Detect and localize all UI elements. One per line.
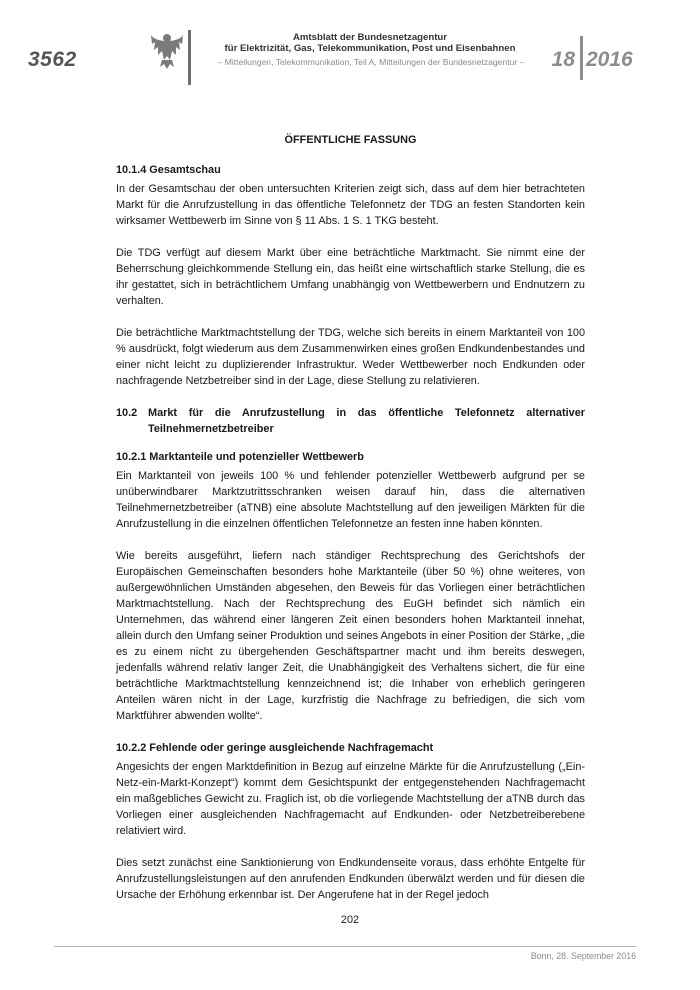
document-heading: ÖFFENTLICHE FASSUNG bbox=[284, 134, 417, 146]
footer-place-date: Bonn, 28. September 2016 bbox=[530, 951, 636, 961]
section-10-2-title bbox=[116, 405, 585, 437]
section-10-2-1-title: 10.2.1 Marktanteile und potenzieller Wettbewerb bbox=[116, 451, 364, 463]
section-10-1-4-paragraph-3: Die beträchtliche Marktmachtstellung der TDG, welche sich bereits in einem Marktanteil von 100 % ausdrückt, folgt wiederum aus dem Zusammenwirken eines großen Endkundenbestandes und einer nicht leicht zu duplizierender Infrastruktur. Weder Wettbewerber noch Endkunden oder nachfragende Netzbetreiber sind in der Lage, diese Stellung zu relativieren. bbox=[116, 327, 585, 387]
section-10-2-2-paragraph-2: Dies setzt zunächst eine Sanktionierung von Endkundenseite voraus, dass erhöhte Entgelte für Anrufzustellungsleistungen auf den anrufenden Endkunden überwälzt werden und für diesen die Ursache der Erhöhung erkennbar ist. Der Angerufene hat in der Regel jedoch bbox=[116, 857, 585, 901]
header-subtitle: – Mitteilungen, Telekommunikation, Teil A, Mitteilungen der Bundesnetzagentur – bbox=[217, 57, 525, 67]
section-10-1-4-title: 10.1.4 Gesamtschau bbox=[116, 164, 221, 176]
footer-rule bbox=[54, 946, 636, 947]
section-10-2-2-paragraph-1: Angesichts der engen Marktdefinition in Bezug auf einzelne Märkte für die Anrufzustellung („Ein-Netz-ein-Markt-Konzept“) kommt dem Gesichtspunkt der entgegenstehenden Nachfragemacht ein maßgebliches Gewicht zu. Fraglich ist, ob die vorliegende Machtstellung der aTNB durch das Vorliegen einer ausgleichenden Nachfragemacht auf Endkunden- oder Netzbetreiberebene relativiert wird. bbox=[116, 761, 585, 837]
document-body bbox=[116, 132, 585, 919]
section-10-1-4-paragraph-1: In der Gesamtschau der oben untersuchten Kriterien zeigt sich, dass auf dem hier betrachteten Markt für die Anrufzustellung in das öffentliche Telefonnetz der TDG an festen Standorten kein wirksamer Wettbewerb im Sinne von § 11 Abs. 1 S. 1 TKG besteht. bbox=[116, 183, 585, 227]
section-10-1-4-paragraph-2: Die TDG verfügt auf diesem Markt über eine beträchtliche Marktmacht. Sie nimmt eine der Beherrschung gleichkommende Stellung ein, das heißt eine wirtschaftlich starke Stellung, die es ihr gestattet, sich in beträchtlichem Umfang unabhängig von Wettbewerbern und Endnutzern zu verhalten. bbox=[116, 247, 585, 307]
header-divider bbox=[188, 30, 191, 85]
section-10-2-2-title: 10.2.2 Fehlende oder geringe ausgleichende Nachfragemacht bbox=[116, 742, 434, 754]
section-10-2-number: 10.2 bbox=[116, 407, 138, 419]
header-issue-number: 18 bbox=[551, 48, 575, 71]
section-10-2-1-paragraph-1: Ein Marktanteil von jeweils 100 % und fehlender potenzieller Wettbewerb aufgrund per se unüberwindbarer Marktzutrittsschranken weisen darauf hin, dass die alternativen Teilnehmernetzbetreiber (aTNB) eine absolute Machtstellung auf den jeweiligen Märkten für die Anrufzustellung in die einzelnen öffentlichen Telefonnetze an festen inne haben könnten. bbox=[116, 470, 585, 530]
header-year: 2016 bbox=[586, 48, 633, 71]
federal-eagle-icon bbox=[150, 30, 184, 70]
header-title-line2: für Elektrizität, Gas, Telekommunikation, Post und Eisenbahnen bbox=[224, 43, 516, 54]
section-10-2-1-paragraph-2: Wie bereits ausgeführt, liefern nach ständiger Rechtsprechung des Gerichtshofs der Europäischen Gemeinschaften besonders hohe Marktanteile (über 50 %) ohne weiteres, von außergewöhnlichen Umständen abgesehen, den Beweis für das Vorliegen einer beträchtlichen Marktmachtstellung. Nach der Rechtsprechung des EuGH befindet sich nämlich ein Unternehmen, das während einer längeren Zeit einen besonders hohen Marktanteil innehat, allein durch den Umfang seiner Produktion und seines Angebots in einer Position der Stärke, „die es zu einem nicht zu übergehenden Geschäftspartner macht und ihm bereits deswegen, jedenfalls während relativ langer Zeit, die Unabhängigkeit des Verhaltens sichert, die für eine beträchtliche Marktmachtstellung kennzeichnend ist; die Inhaber von erheblich geringeren Anteilen wären nicht in der Lage, kurzfristig die Nachfrage zu befriedigen, die sich vom Marktführer abwenden wollte“. bbox=[116, 550, 585, 722]
header-title-line1: Amtsblatt der Bundesnetzagentur bbox=[292, 32, 448, 43]
section-10-2-text: Markt für die Anrufzustellung in das öffentliche Telefonnetz alternativer Teilnehmernetzbetreiber bbox=[148, 407, 585, 435]
header-issue-divider bbox=[580, 36, 583, 80]
header-page-number: 3562 bbox=[28, 48, 77, 71]
document-page-number: 202 bbox=[340, 914, 360, 926]
